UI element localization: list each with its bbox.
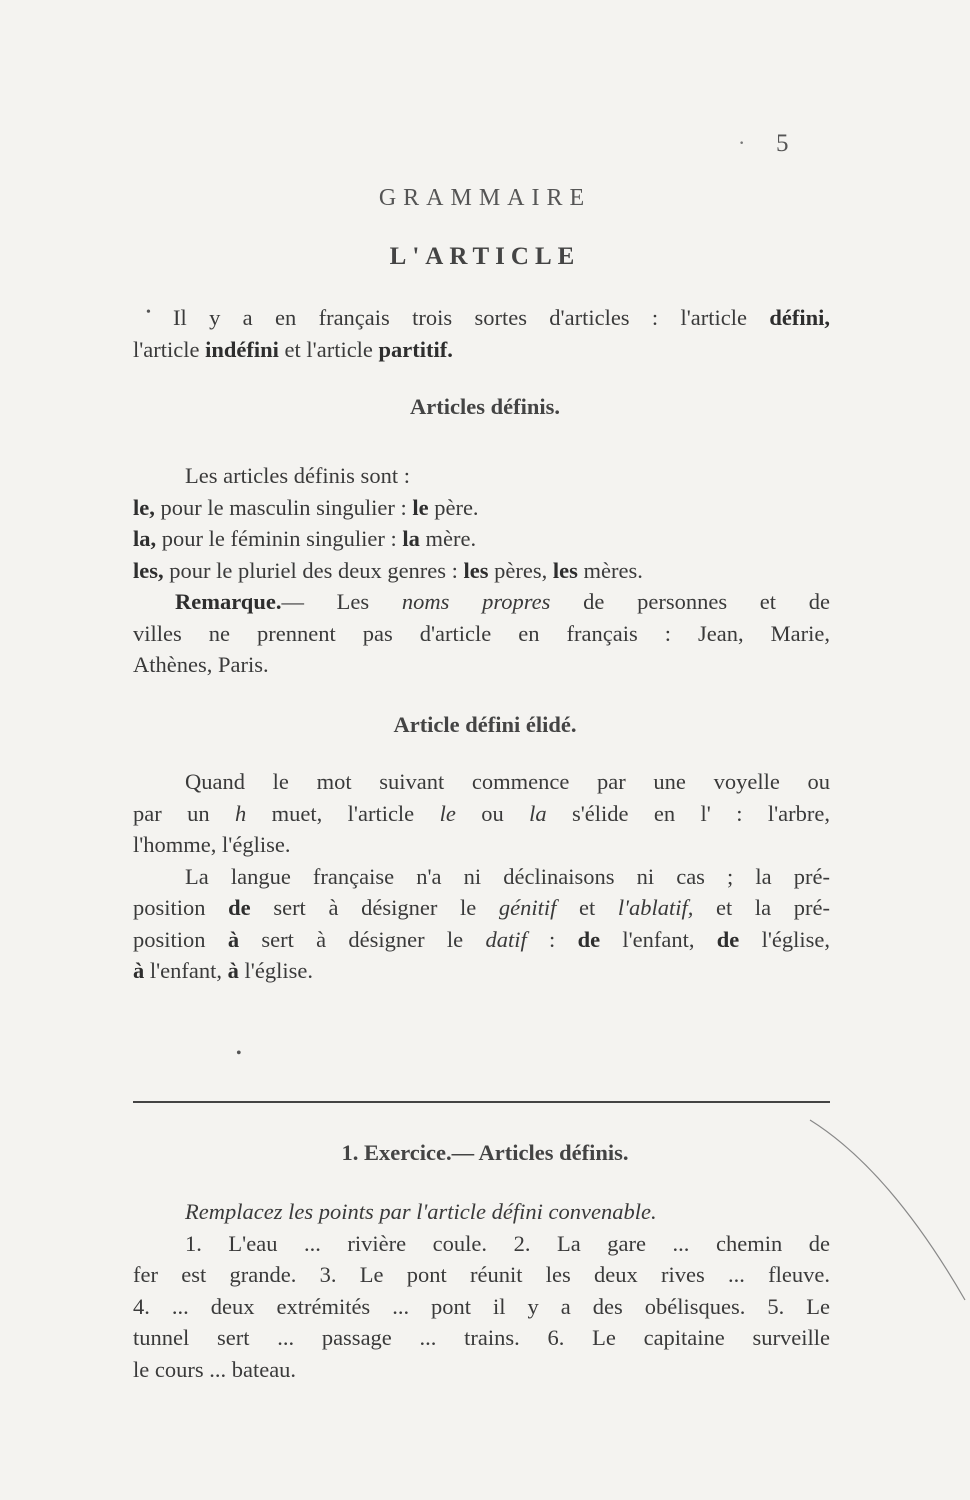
exercice-line-3: 4. ... deux extrémités ... pont il y a des obélisques. 5. Le	[133, 1293, 830, 1319]
definis-les: les, pour le pluriel des deux genres : les pères, les mères.	[133, 557, 643, 583]
elide-line-4: La langue française n'a ni déclinaisons ni cas ; la pré-	[185, 863, 830, 889]
definis-list	[133, 460, 830, 681]
elide-line-5: position de sert à désigner le génitif et l'ablatif, et la pré-	[133, 895, 831, 920]
elide-heading: Article défini élidé.	[393, 712, 577, 737]
exercice-instruction: Remplacez les points par l'article défini convenable.	[185, 1199, 657, 1224]
definis-heading: Articles définis.	[410, 394, 560, 419]
exercice-heading: 1. Exercice.— Articles définis.	[341, 1140, 629, 1165]
elide-line-2: par un h muet, l'article le ou la s'élide en l' : l'arbre,	[133, 800, 831, 826]
page-number: 5	[776, 130, 789, 157]
definis-le: le, pour le masculin singulier : le père.	[133, 494, 479, 520]
elide-line-6: position à sert à désigner le datif : de l'enfant, de l'église,	[133, 926, 830, 952]
exercice-line-4: tunnel sert ... passage ... trains. 6. Le capitaine surveille	[133, 1325, 830, 1350]
section-title: GRAMMAIRE	[378, 185, 592, 211]
intro-line-2: l'article indéfini et l'article partitif.	[133, 336, 453, 362]
exercice-line-1: 1. L'eau ... rivière coule. 2. La gare ... chemin de	[185, 1230, 830, 1256]
elide-paragraph	[133, 766, 830, 987]
elide-line-7: à l'enfant, à l'église.	[133, 958, 313, 983]
definis-intro: Les articles définis sont :	[185, 463, 410, 488]
bullet-mark: •	[146, 305, 151, 320]
remarque-line-1: Remarque.— Les noms propres de personnes et de	[175, 589, 830, 614]
stray-mark: •	[236, 1045, 242, 1062]
intro-line-1: Il y a en français trois sortes d'articles : l'article défini,	[173, 305, 830, 330]
definis-la: la, pour le féminin singulier : la mère.	[133, 526, 477, 551]
remarque-line-3: Athènes, Paris.	[133, 652, 269, 677]
page-dot: ·	[738, 130, 746, 155]
elide-line-3: l'homme, l'église.	[133, 832, 291, 857]
chapter-title: L'ARTICLE	[389, 243, 581, 270]
elide-line-1: Quand le mot suivant commence par une voyelle ou	[185, 769, 830, 794]
exercice-body	[133, 1196, 830, 1385]
section-divider	[133, 1101, 830, 1103]
exercice-line-2: fer est grande. 3. Le pont réunit les deux rives ... fleuve.	[133, 1262, 830, 1287]
intro-paragraph	[133, 302, 830, 365]
remarque-line-2: villes ne prennent pas d'article en français : Jean, Marie,	[133, 620, 830, 646]
exercice-line-5: le cours ... bateau.	[133, 1356, 297, 1382]
